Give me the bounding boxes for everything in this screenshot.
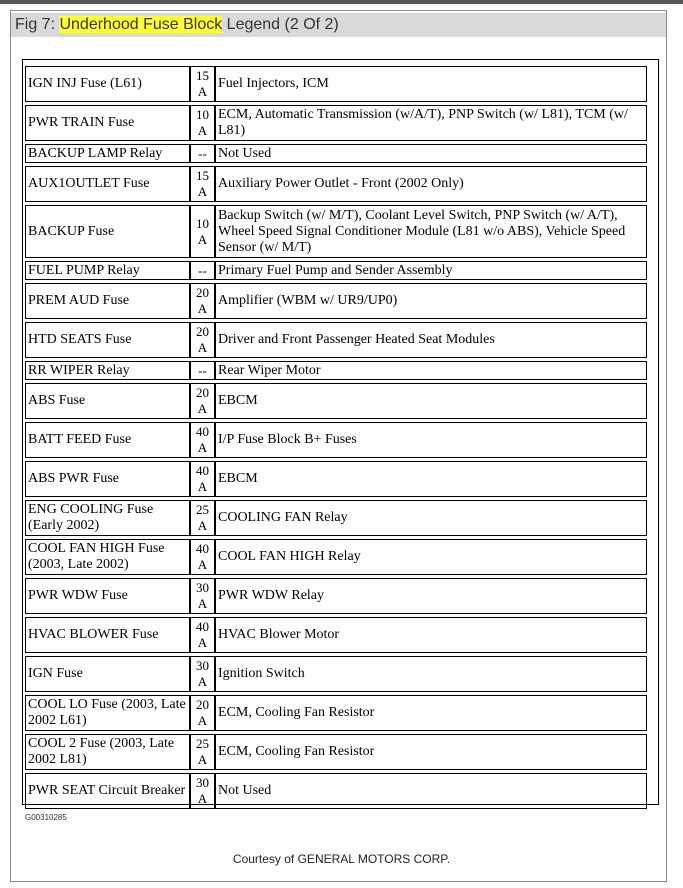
fuse-name-cell: FUEL PUMP Relay bbox=[25, 261, 190, 280]
caption-suffix: Legend (2 Of 2) bbox=[222, 16, 339, 33]
fuse-description-cell: Ignition Switch bbox=[215, 656, 647, 692]
caption-prefix: Fig 7: bbox=[15, 16, 60, 33]
fuse-rating-unit: A bbox=[197, 340, 208, 355]
table-row bbox=[25, 578, 647, 614]
table-row bbox=[25, 617, 647, 653]
fuse-description-cell: Not Used bbox=[215, 144, 647, 163]
table-row bbox=[25, 261, 647, 280]
table-row bbox=[25, 422, 647, 458]
fuse-name-cell: BACKUP LAMP Relay bbox=[25, 144, 190, 163]
fuse-rating-unit: A bbox=[197, 635, 208, 650]
fuse-rating-value: 40 bbox=[196, 463, 209, 478]
fuse-name-cell: COOL FAN HIGH Fuse (2003, Late 2002) bbox=[25, 539, 190, 575]
fuse-rating-cell bbox=[190, 500, 215, 536]
fuse-rating-cell bbox=[190, 461, 215, 497]
fuse-name-cell: BACKUP Fuse bbox=[25, 205, 190, 258]
fuse-description-cell: EBCM bbox=[215, 461, 647, 497]
fuse-description-cell: Not Used bbox=[215, 773, 647, 809]
table-row bbox=[25, 66, 647, 102]
fuse-rating-cell bbox=[190, 261, 215, 280]
fuse-rating-value: 15 bbox=[196, 68, 209, 83]
fuse-description-cell: I/P Fuse Block B+ Fuses bbox=[215, 422, 647, 458]
fuse-rating-value: 25 bbox=[196, 502, 209, 517]
table-row bbox=[25, 539, 647, 575]
fuse-name-cell: ABS Fuse bbox=[25, 383, 190, 419]
fuse-rating-value: 20 bbox=[196, 697, 209, 712]
fuse-description-cell: ECM, Cooling Fan Resistor bbox=[215, 734, 647, 770]
table-row bbox=[25, 283, 647, 319]
fuse-legend-body bbox=[25, 66, 647, 809]
fuse-rating-value: 20 bbox=[196, 285, 209, 300]
table-row bbox=[25, 656, 647, 692]
fuse-description-cell: COOLING FAN Relay bbox=[215, 500, 647, 536]
fuse-rating-cell bbox=[190, 578, 215, 614]
fuse-name-cell: PWR WDW Fuse bbox=[25, 578, 190, 614]
fuse-rating-cell bbox=[190, 361, 215, 380]
fuse-rating-cell bbox=[190, 105, 215, 141]
fuse-rating-cell bbox=[190, 539, 215, 575]
fuse-rating-value: 10 bbox=[196, 107, 209, 122]
table-row bbox=[25, 500, 647, 536]
table-row bbox=[25, 461, 647, 497]
fuse-rating-value: 40 bbox=[196, 541, 209, 556]
fuse-rating-value: 20 bbox=[196, 324, 209, 339]
fuse-rating-cell bbox=[190, 383, 215, 419]
fuse-rating-value: 30 bbox=[196, 580, 209, 595]
fuse-description-cell: COOL FAN HIGH Relay bbox=[215, 539, 647, 575]
fuse-description-cell: Rear Wiper Motor bbox=[215, 361, 647, 380]
fuse-rating-value: 40 bbox=[196, 619, 209, 634]
fuse-name-cell: COOL LO Fuse (2003, Late 2002 L61) bbox=[25, 695, 190, 731]
fuse-name-cell: COOL 2 Fuse (2003, Late 2002 L81) bbox=[25, 734, 190, 770]
fuse-name-cell: ABS PWR Fuse bbox=[25, 461, 190, 497]
fuse-rating-value: 15 bbox=[196, 168, 209, 183]
figure-caption bbox=[11, 13, 666, 37]
fuse-description-cell: EBCM bbox=[215, 383, 647, 419]
table-row bbox=[25, 166, 647, 202]
top-bar bbox=[0, 0, 683, 4]
fuse-legend-table bbox=[25, 63, 647, 812]
table-row bbox=[25, 734, 647, 770]
fuse-rating-cell bbox=[190, 734, 215, 770]
fuse-description-cell: Driver and Front Passenger Heated Seat Modules bbox=[215, 322, 647, 358]
fuse-rating-unit: A bbox=[197, 479, 208, 494]
figure-code: G00310285 bbox=[25, 813, 67, 822]
table-row bbox=[25, 361, 647, 380]
table-row bbox=[25, 144, 647, 163]
fuse-rating-unit: A bbox=[197, 84, 208, 99]
table-row bbox=[25, 695, 647, 731]
fuse-name-cell: HTD SEATS Fuse bbox=[25, 322, 190, 358]
fuse-rating-value: -- bbox=[198, 145, 207, 161]
fuse-rating-cell bbox=[190, 205, 215, 258]
fuse-description-cell: Backup Switch (w/ M/T), Coolant Level Switch, PNP Switch (w/ A/T), Wheel Speed Signal Conditioner Module (L81 w/o ABS), Vehicle Speed Sensor (w/ M/T) bbox=[215, 205, 647, 258]
fuse-rating-value: -- bbox=[198, 262, 207, 278]
fuse-name-cell: HVAC BLOWER Fuse bbox=[25, 617, 190, 653]
fuse-rating-cell bbox=[190, 66, 215, 102]
fuse-rating-unit: A bbox=[197, 713, 208, 728]
fuse-rating-unit: A bbox=[197, 123, 208, 138]
fuse-rating-unit: A bbox=[197, 301, 208, 316]
fuse-rating-value: 10 bbox=[196, 215, 209, 231]
fuse-rating-unit: A bbox=[197, 401, 208, 416]
fuse-name-cell: BATT FEED Fuse bbox=[25, 422, 190, 458]
fuse-rating-unit: A bbox=[197, 518, 208, 533]
fuse-rating-cell bbox=[190, 166, 215, 202]
fuse-description-cell: Fuel Injectors, ICM bbox=[215, 66, 647, 102]
fuse-description-cell: HVAC Blower Motor bbox=[215, 617, 647, 653]
fuse-name-cell: PREM AUD Fuse bbox=[25, 283, 190, 319]
fuse-name-cell: PWR SEAT Circuit Breaker bbox=[25, 773, 190, 809]
fuse-rating-unit: A bbox=[197, 557, 208, 572]
fuse-rating-cell bbox=[190, 322, 215, 358]
fuse-name-cell: RR WIPER Relay bbox=[25, 361, 190, 380]
fuse-name-cell: IGN INJ Fuse (L61) bbox=[25, 66, 190, 102]
fuse-description-cell: ECM, Automatic Transmission (w/A/T), PNP Switch (w/ L81), TCM (w/ L81) bbox=[215, 105, 647, 141]
fuse-rating-value: 30 bbox=[196, 658, 209, 673]
caption-highlight: Underhood Fuse Block bbox=[59, 16, 223, 33]
fuse-name-cell: ENG COOLING Fuse (Early 2002) bbox=[25, 500, 190, 536]
table-row bbox=[25, 322, 647, 358]
table-row bbox=[25, 205, 647, 258]
fuse-rating-unit: A bbox=[197, 596, 208, 611]
fuse-rating-cell bbox=[190, 144, 215, 163]
fuse-rating-cell bbox=[190, 283, 215, 319]
fuse-name-cell: IGN Fuse bbox=[25, 656, 190, 692]
fuse-rating-cell bbox=[190, 695, 215, 731]
fuse-description-cell: ECM, Cooling Fan Resistor bbox=[215, 695, 647, 731]
fuse-description-cell: Auxiliary Power Outlet - Front (2002 Only) bbox=[215, 166, 647, 202]
fuse-rating-unit: A bbox=[197, 184, 208, 199]
fuse-rating-unit: A bbox=[197, 791, 208, 806]
fuse-rating-value: 40 bbox=[196, 424, 209, 439]
courtesy-note: Courtesy of GENERAL MOTORS CORP. bbox=[232, 852, 451, 866]
fuse-name-cell: AUX1OUTLET Fuse bbox=[25, 166, 190, 202]
fuse-rating-cell bbox=[190, 617, 215, 653]
fuse-description-cell: Primary Fuel Pump and Sender Assembly bbox=[215, 261, 647, 280]
fuse-rating-unit: A bbox=[197, 231, 208, 247]
fuse-description-cell: Amplifier (WBM w/ UR9/UP0) bbox=[215, 283, 647, 319]
fuse-rating-value: -- bbox=[198, 362, 207, 378]
fuse-rating-unit: A bbox=[197, 674, 208, 689]
fuse-rating-value: 30 bbox=[196, 775, 209, 790]
fuse-rating-cell bbox=[190, 773, 215, 809]
fuse-rating-cell bbox=[190, 656, 215, 692]
fuse-rating-value: 20 bbox=[196, 385, 209, 400]
fuse-description-cell: PWR WDW Relay bbox=[215, 578, 647, 614]
fuse-rating-value: 25 bbox=[196, 736, 209, 751]
fuse-rating-unit: A bbox=[197, 752, 208, 767]
fuse-rating-unit: A bbox=[197, 440, 208, 455]
fuse-name-cell: PWR TRAIN Fuse bbox=[25, 105, 190, 141]
table-row bbox=[25, 105, 647, 141]
fuse-rating-cell bbox=[190, 422, 215, 458]
table-row bbox=[25, 383, 647, 419]
table-row bbox=[25, 773, 647, 809]
